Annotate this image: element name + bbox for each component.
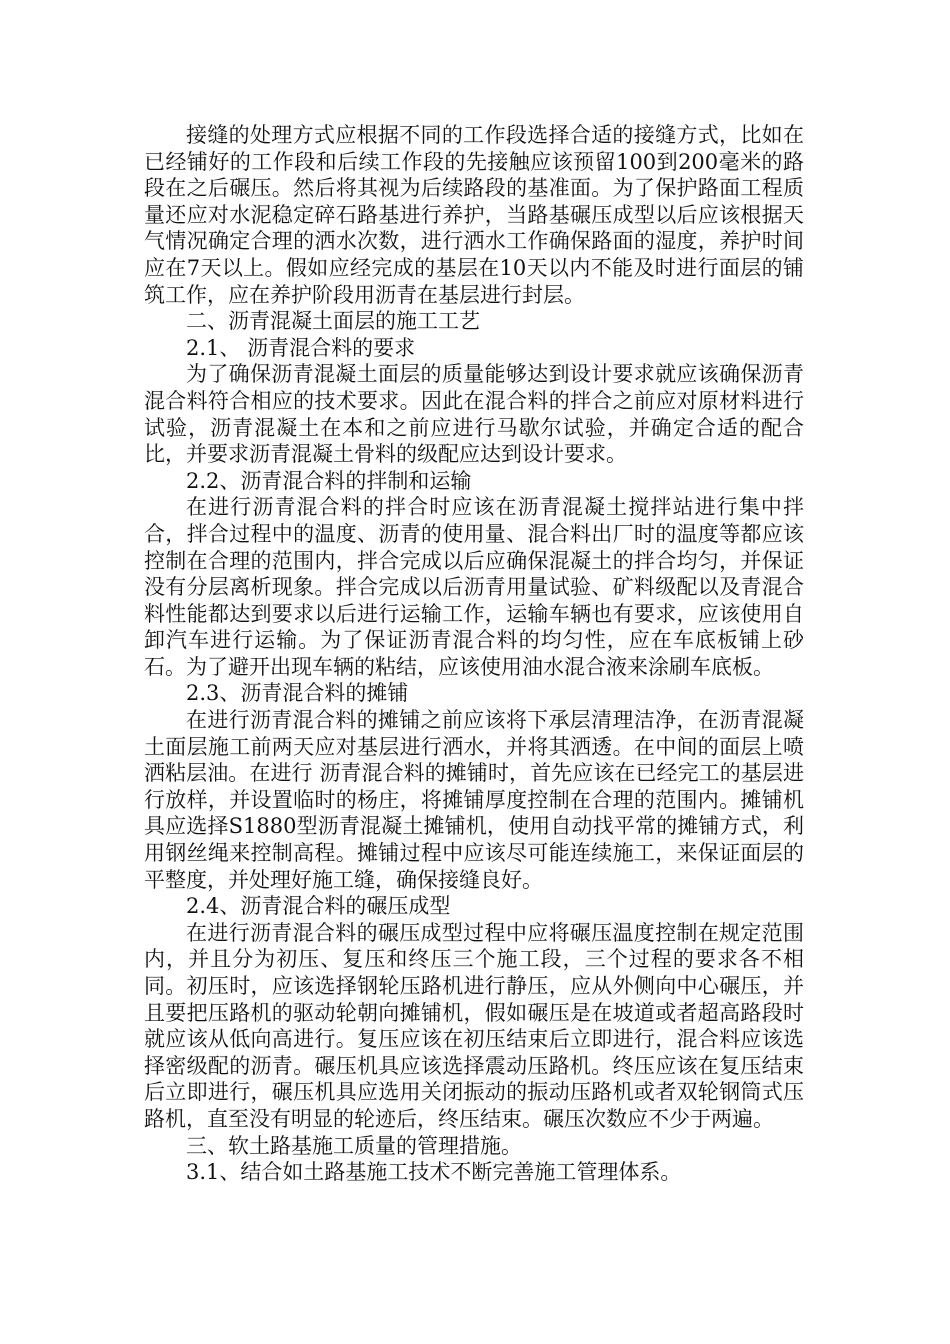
section-heading-soft-soil: 三、软土路基施工质量的管理措施。 — [186, 1133, 522, 1158]
section-heading-asphalt-surface: 二、沥青混凝土面层的施工工艺 — [186, 309, 480, 334]
paragraph-joint-treatment: 接缝的处理方式应根据不同的工作段选择合适的接缝方式，比如在已经铺好的工作段和后续工作段的先接触应该预留100到200毫米的路段在之后碾压。然后将其视为后续路段的基准面。为了保护路面工程质量还应对水泥稳定碎石路基进行养护，当路基碾压成型以后应该根据天气情况确定合理的洒水次数，进行洒水工作确保路面的湿度，养护时间应在7天以上。假如应经完成的基层在10天以内不能及时进行面层的铺筑工作，应在养护阶段用沥青在基层进行封层。 — [144, 123, 804, 307]
paragraph-compaction: 在进行沥青混合料的碾压成型过程中应将碾压温度控制在规定范围内，并且分为初压、复压和终压三个施工段，三个过程的要求各不相同。初压时，应该选择钢轮压路机进行静压，应从外侧向中心碾压，并且要把压路机的驱动轮朝向摊铺机，假如碾压是在坡道或者超高路段时就应该从低向高进行。复压应该在初压结束后立即进行，混合料应该选择密级配的沥青。碾压机具应该选择震动压路机。终压应该在复压结束后立即进行，碾压机具应选用关闭振动的振动压路机或者双轮钢筒式压路机，直至没有明显的轮迹后，终压结束。碾压次数应不少于两遍。 — [144, 920, 804, 1131]
subsection-heading-3-1: 3.1、结合如土路基施工技术不断完善施工管理体系。 — [186, 1160, 682, 1185]
paragraph-paving: 在进行沥青混合料的摊铺之前应该将下承层清理洁净，在沥青混凝土面层施工前两天应对基层进行洒水，并将其洒透。在中间的面层上喷洒粘层油。在进行 沥青混合料的摊铺时，首先应该在已经完工的基层进行放样，并设置临时的杨庄，将摊铺厚度控制在合理的范围内。摊铺机具应选择S1880型沥青混凝土摊铺机，使用自动找平常的摊铺方式，利用钢丝绳来控制高程。摊铺过程中应该尽可能连续施工，来保证面层的平整度，并处理好施工缝，确保接缝良好。 — [144, 708, 804, 892]
subsection-heading-2-2: 2.2、沥青混合料的拌制和运输 — [186, 468, 472, 493]
subsection-heading-2-4: 2.4、沥青混合料的碾压成型 — [186, 894, 451, 919]
subsection-heading-2-3: 2.3、沥青混合料的摊铺 — [186, 681, 409, 706]
subsection-heading-2-1: 2.1、 沥青混合料的要求 — [186, 335, 416, 360]
paragraph-mixture-requirements: 为了确保沥青混凝土面层的质量能够达到设计要求就应该确保沥青混合料符合相应的技术要求。因此在混合料的拌合之前应对原材料进行试验，沥青混凝土在本和之前应进行马歇尔试验，并确定合适的配合比，并要求沥青混凝土骨料的级配应达到设计要求。 — [144, 362, 804, 467]
paragraph-mixing-transport: 在进行沥青混合料的拌合时应该在沥青混凝土搅拌站进行集中拌合，拌合过程中的温度、沥青的使用量、混合料出厂时的温度等都应该控制在合理的范围内，拌合完成以后应确保混凝土的拌合均匀，并保证没有分层离析现象。拌合完成以后沥青用量试验、矿料级配以及青混合料性能都达到要求以后进行运输工作，运输车辆也有要求，应该使用自卸汽车进行运输。为了保证沥青混合料的均匀性，应在车底板铺上砂石。为了避开出现车辆的粘结，应该使用油水混合液来涂刷车底板。 — [144, 495, 804, 679]
document-body — [144, 122, 804, 1186]
